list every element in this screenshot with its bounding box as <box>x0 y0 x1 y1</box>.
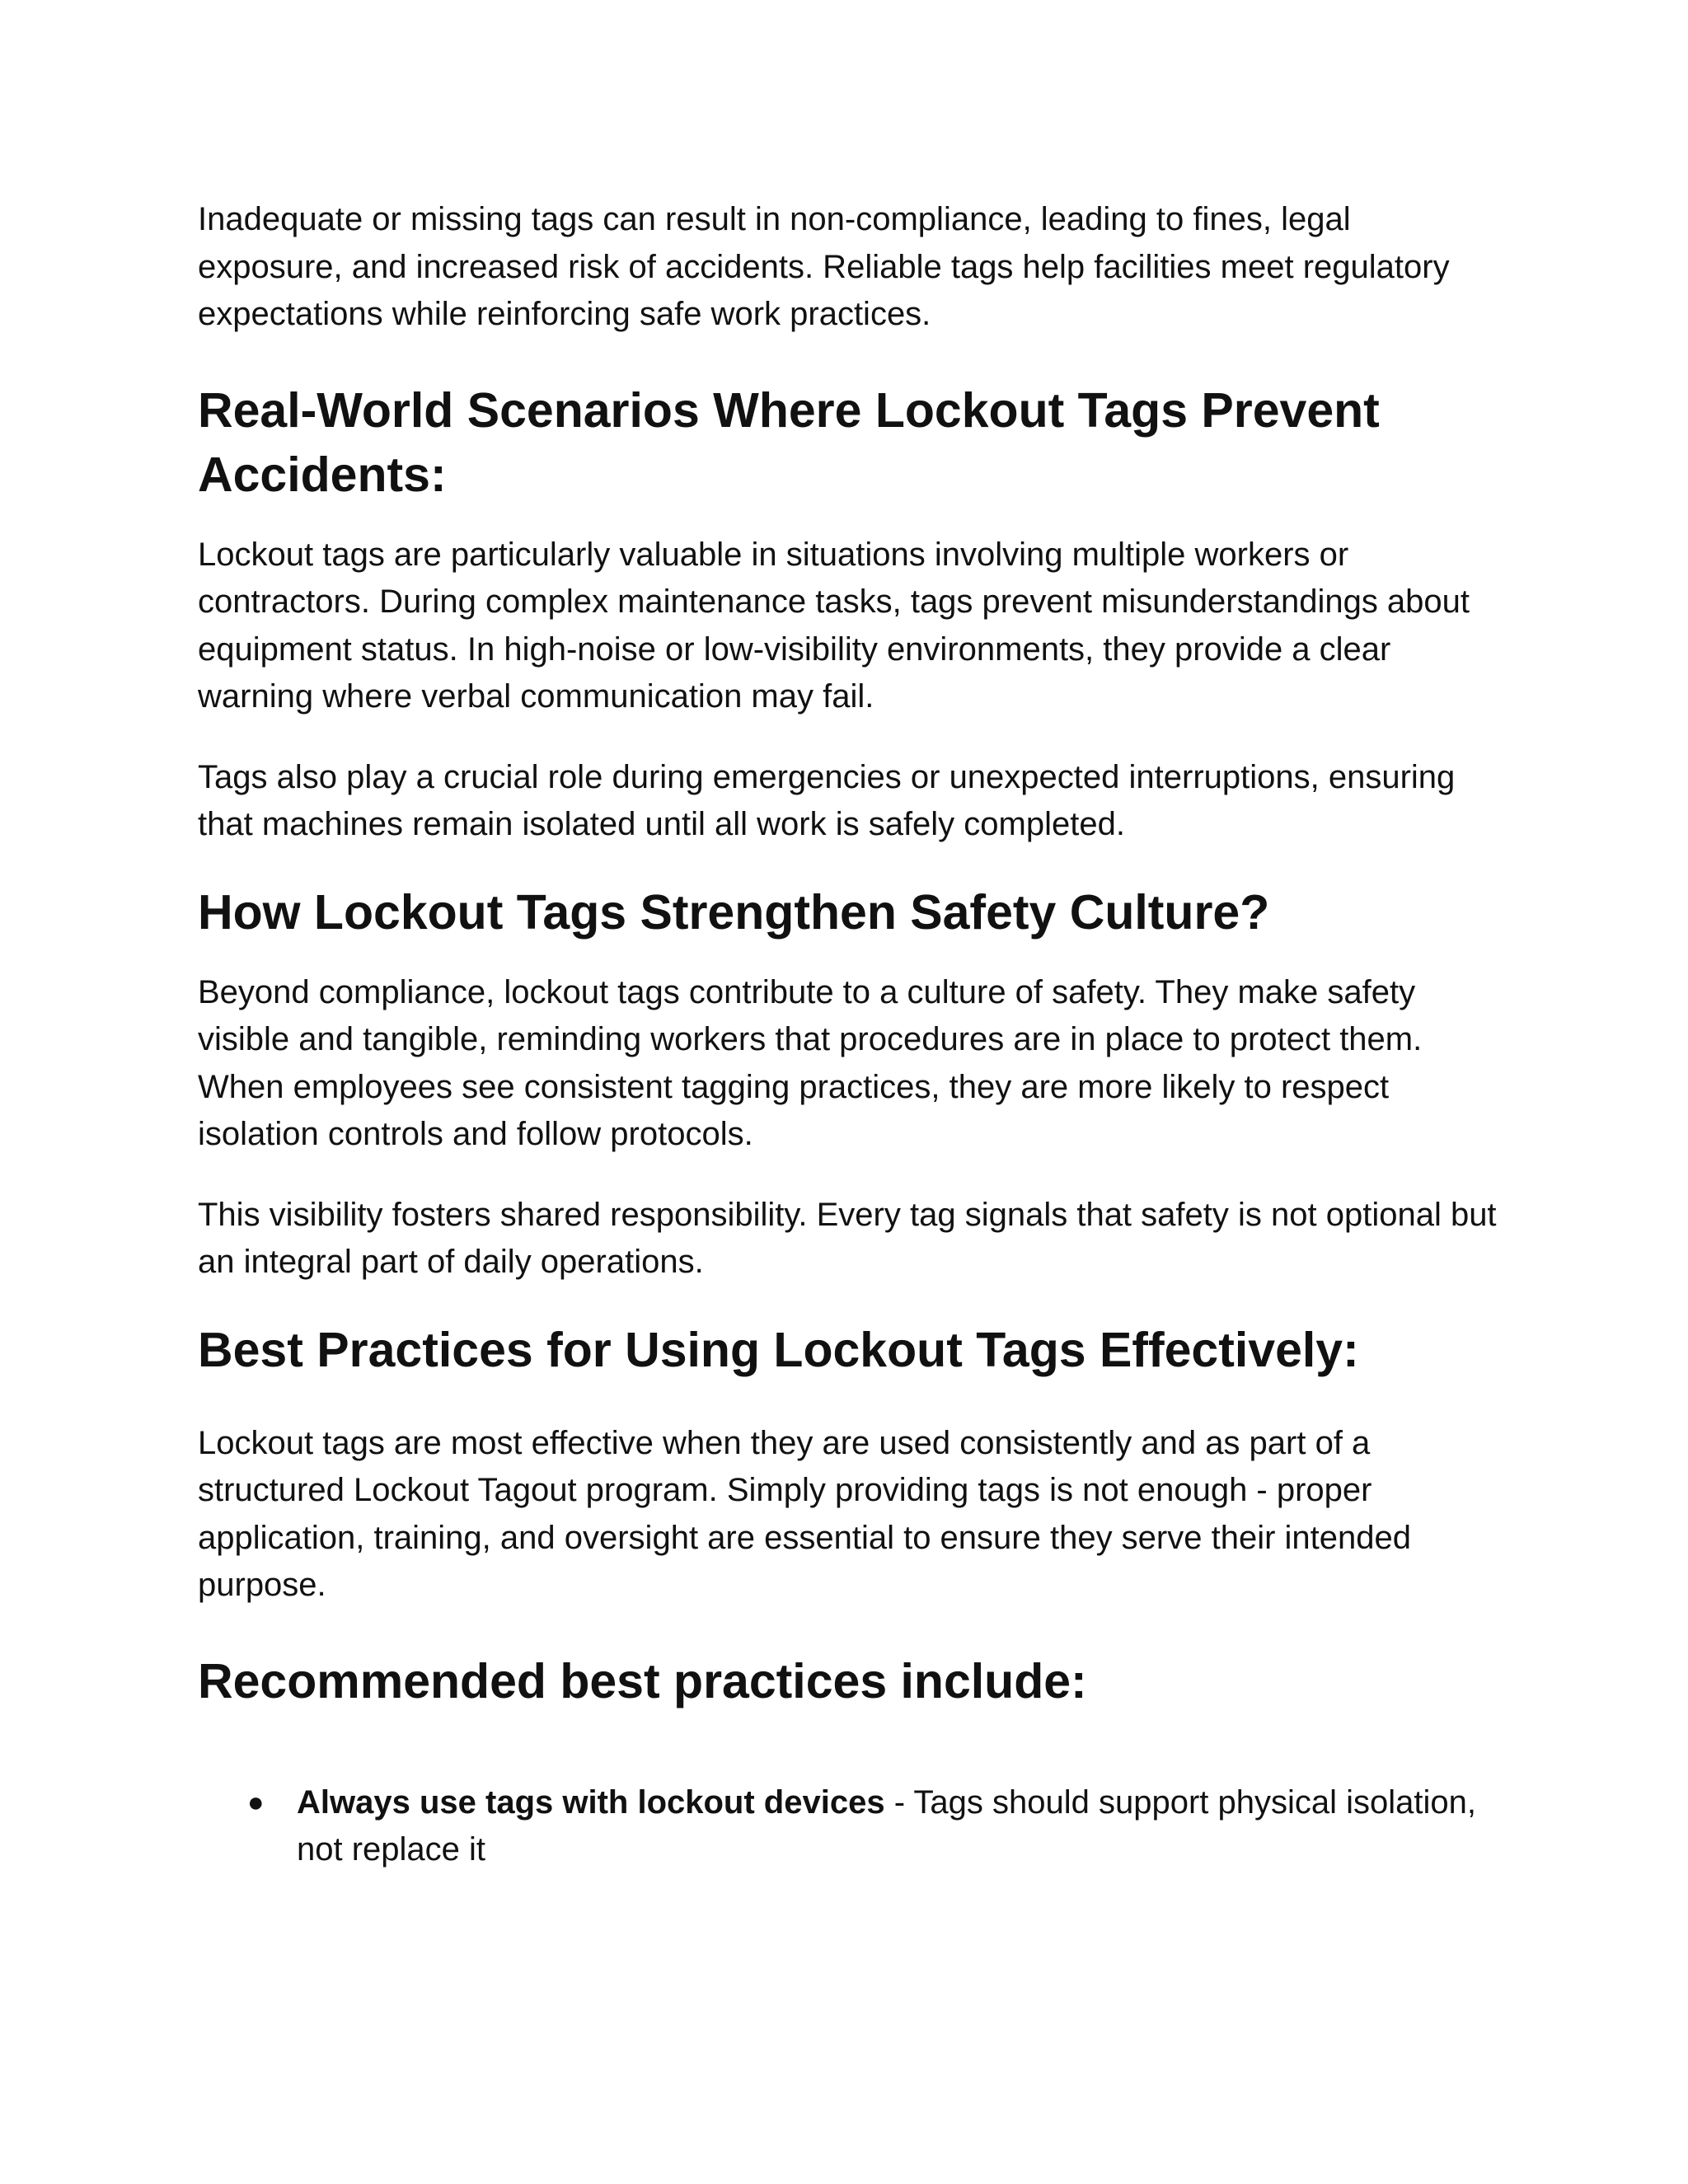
paragraph-scenarios-2: Tags also play a crucial role during emergencies or unexpected interruptions, ensuring that machines remain isolated until all work is safely completed. <box>198 758 1456 842</box>
heading-safety-culture: How Lockout Tags Strengthen Safety Culture? <box>198 884 1270 940</box>
practices-list <box>198 1779 1500 1874</box>
intro-paragraph: Inadequate or missing tags can result in non-compliance, leading to fines, legal exposure, and increased risk of accidents. Reliable tags help facilities meet regulatory expectations while reinforcing safe work practices. <box>198 201 1450 332</box>
bullet-icon: ● <box>247 1786 265 1818</box>
paragraph-scenarios-1: Lockout tags are particularly valuable in situations involving multiple workers or contractors. During complex maintenance tasks, tags prevent misunderstandings about equipment status. In high-noise or low-visibility environments, they provide a clear warning where verbal communication may fail. <box>198 536 1470 715</box>
list-item-text: - Tags should support physical isolation, not replace it <box>297 1783 1477 1868</box>
paragraph-culture-2: This visibility fosters shared responsibility. Every tag signals that safety is not optional but an integral part of daily operations. <box>198 1196 1497 1280</box>
heading-best-practices: Best Practices for Using Lockout Tags Effectively: <box>198 1322 1359 1377</box>
list-item-bold-lead: Always use tags with lockout devices <box>297 1783 885 1821</box>
heading-real-world-scenarios: Real-World Scenarios Where Lockout Tags Prevent Accidents: <box>198 382 1380 502</box>
document-page <box>198 196 1500 1874</box>
list-item <box>198 1779 1500 1874</box>
paragraph-best-practices: Lockout tags are most effective when they are used consistently and as part of a structured Lockout Tagout program. Simply providing tags is not enough - proper application, training, and oversight are essential to ensure they serve their intended purpose. <box>198 1424 1412 1603</box>
paragraph-culture-1: Beyond compliance, lockout tags contribute to a culture of safety. They make safety visible and tangible, reminding workers that procedures are in place to protect them. When employees see consistent tagging practices, they are more likely to respect isolation controls and follow protocols. <box>198 973 1423 1152</box>
heading-recommended-practices: Recommended best practices include: <box>198 1653 1087 1708</box>
